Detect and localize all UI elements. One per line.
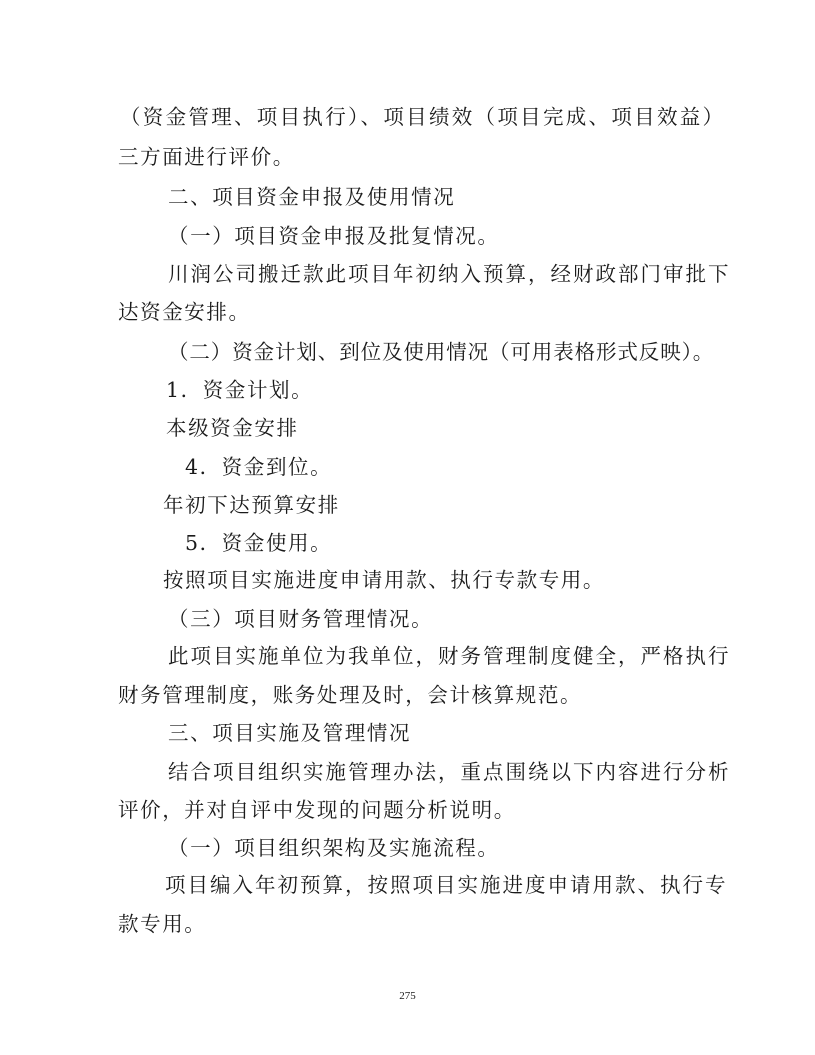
section-heading: 二、项目资金申报及使用情况 bbox=[168, 185, 456, 209]
subsection-heading: （二）资金计划、到位及使用情况（可用表格形式反映）。 bbox=[168, 340, 715, 364]
subsection-heading: （一）项目组织架构及实施流程。 bbox=[168, 836, 500, 860]
body-text-line: 达资金安排。 bbox=[118, 300, 251, 324]
body-text-line: 三方面进行评价。 bbox=[118, 145, 295, 169]
body-text-line: 按照项目实施进度申请用款、执行专款专用。 bbox=[163, 568, 605, 592]
body-text-line: 款专用。 bbox=[118, 912, 207, 936]
body-text-line: 本级资金安排 bbox=[166, 416, 299, 440]
body-text-line: 项目编入年初预算，按照项目实施进度申请用款、执行专 bbox=[165, 873, 728, 897]
body-text-line: 年初下达预算安排 bbox=[163, 493, 340, 517]
list-item-heading: 5．资金使用。 bbox=[185, 531, 333, 555]
section-heading: 三、项目实施及管理情况 bbox=[168, 721, 412, 745]
body-text-line: 川润公司搬迁款此项目年初纳入预算，经财政部门审批下 bbox=[168, 262, 731, 286]
list-item-heading: 4．资金到位。 bbox=[185, 455, 333, 479]
subsection-heading: （三）项目财务管理情况。 bbox=[168, 607, 434, 631]
body-text-line: （资金管理、项目执行）、项目绩效（项目完成、项目效益） bbox=[120, 105, 726, 129]
list-item-heading: 1．资金计划。 bbox=[166, 378, 314, 402]
page-number: 275 bbox=[399, 990, 416, 1002]
body-text-line: 结合项目组织实施管理办法，重点围绕以下内容进行分析 bbox=[168, 760, 731, 784]
body-text-line: 此项目实施单位为我单位，财务管理制度健全，严格执行 bbox=[168, 644, 731, 668]
subsection-heading: （一）项目资金申报及批复情况。 bbox=[168, 224, 500, 248]
body-text-line: 财务管理制度，账务处理及时，会计核算规范。 bbox=[118, 683, 583, 707]
body-text-line: 评价，并对自评中发现的问题分析说明。 bbox=[118, 798, 516, 822]
